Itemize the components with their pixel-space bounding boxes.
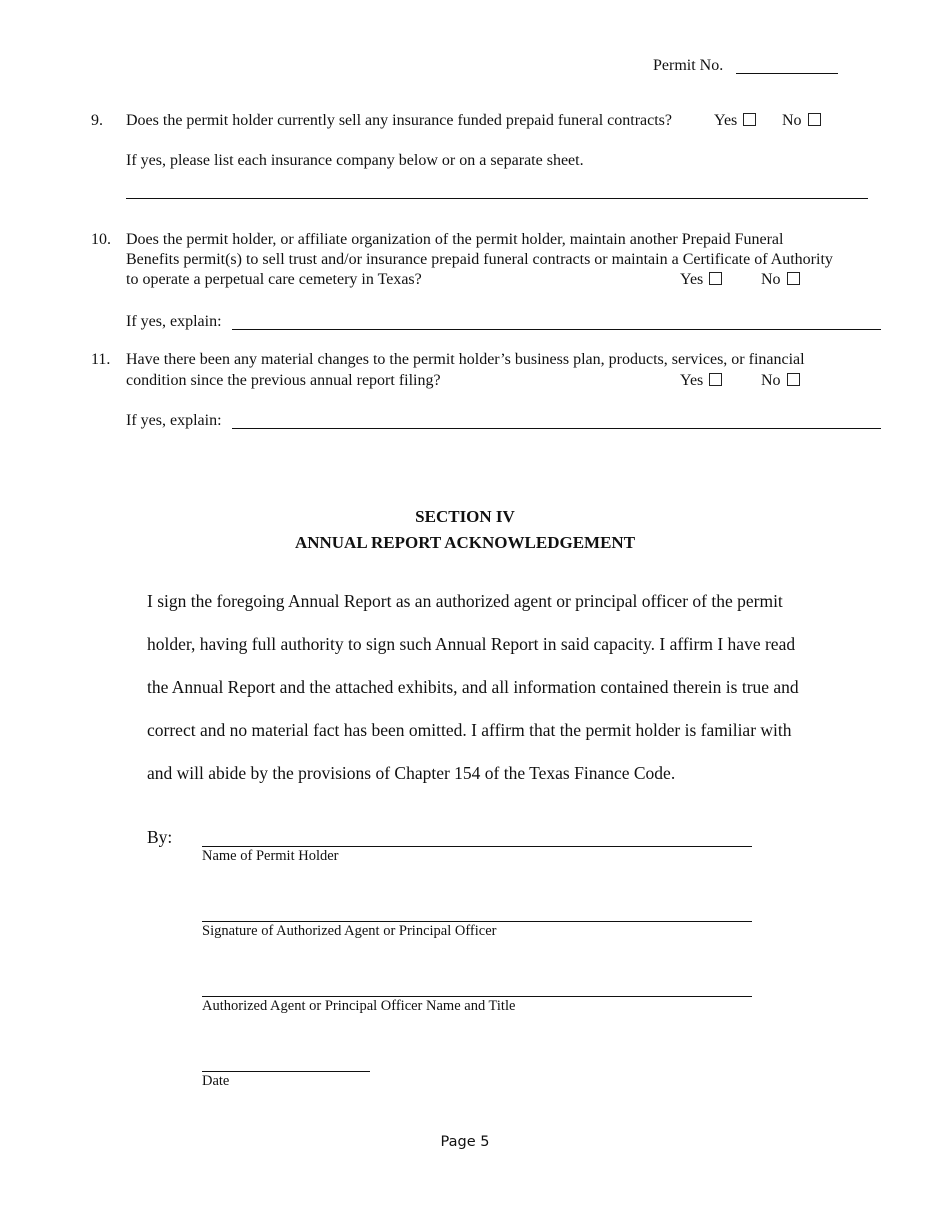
question-10-line-3: to operate a perpetual care cemetery in Texas? (126, 271, 422, 288)
question-11-line-2: condition since the previous annual report filing? (126, 372, 441, 389)
question-11-no-checkbox[interactable] (787, 373, 800, 386)
signature-label: Signature of Authorized Agent or Principal Officer (202, 923, 497, 939)
question-11-yes-checkbox[interactable] (709, 373, 722, 386)
acknowledgement-line-4: correct and no material fact has been omitted. I affirm that the permit holder is familiar with (147, 720, 792, 740)
question-10-no-checkbox[interactable] (787, 272, 800, 285)
question-9-yes-option[interactable] (714, 112, 756, 130)
acknowledgement-line-1: I sign the foregoing Annual Report as an authorized agent or principal officer of the permit (147, 591, 783, 611)
no-label: No (782, 112, 802, 129)
signature-line[interactable] (202, 921, 752, 922)
acknowledgement-line-5: and will abide by the provisions of Chapter 154 of the Texas Finance Code. (147, 763, 676, 783)
page-number: Page 5 (440, 1134, 490, 1150)
question-10-explain-line[interactable] (232, 329, 881, 330)
question-9-number: 9. (91, 112, 103, 129)
no-label: No (761, 372, 781, 389)
date-label: Date (202, 1073, 230, 1089)
by-label: By: (147, 827, 173, 847)
question-9-no-option[interactable] (782, 112, 821, 130)
question-10-line-2: Benefits permit(s) to sell trust and/or insurance prepaid funeral contracts or maintain a Certificate of Authority (126, 251, 833, 268)
permit-holder-name-line[interactable] (202, 846, 752, 847)
agent-name-title-line[interactable] (202, 996, 752, 997)
question-9-followup: If yes, please list each insurance company below or on a separate sheet. (126, 152, 584, 169)
question-10-no-option[interactable] (761, 271, 800, 289)
yes-label: Yes (680, 271, 704, 288)
question-11-number: 11. (91, 351, 111, 368)
section-title: SECTION IV (415, 507, 515, 526)
acknowledgement-line-2: holder, having full authority to sign such Annual Report in said capacity. I affirm I have read (147, 634, 796, 654)
permit-holder-name-label: Name of Permit Holder (202, 848, 339, 864)
question-10-yes-checkbox[interactable] (709, 272, 722, 285)
date-line[interactable] (202, 1071, 370, 1072)
question-11-yes-option[interactable] (680, 372, 722, 390)
question-11-no-option[interactable] (761, 372, 800, 390)
permit-number-field[interactable] (736, 73, 838, 74)
yes-label: Yes (714, 112, 738, 129)
question-10-number: 10. (91, 231, 111, 248)
question-10-line-1: Does the permit holder, or affiliate organization of the permit holder, maintain another Prepaid Funeral (126, 231, 784, 248)
acknowledgement-line-3: the Annual Report and the attached exhibits, and all information contained therein is true and (147, 677, 799, 697)
agent-name-title-label: Authorized Agent or Principal Officer Name and Title (202, 998, 516, 1014)
question-9-answer-line[interactable] (126, 198, 868, 199)
question-9-text: Does the permit holder currently sell any insurance funded prepaid funeral contracts? (126, 112, 673, 129)
permit-number-label: Permit No. (653, 57, 724, 74)
question-9-no-checkbox[interactable] (808, 113, 821, 126)
yes-label: Yes (680, 372, 704, 389)
no-label: No (761, 271, 781, 288)
question-11-explain-line[interactable] (232, 428, 881, 429)
section-subtitle: ANNUAL REPORT ACKNOWLEDGEMENT (294, 533, 636, 552)
question-11-line-1: Have there been any material changes to the permit holder’s business plan, products, services, or financial (126, 351, 805, 368)
question-10-explain-label: If yes, explain: (126, 313, 222, 330)
question-11-explain-label: If yes, explain: (126, 412, 222, 429)
question-10-yes-option[interactable] (680, 271, 722, 289)
question-9-yes-checkbox[interactable] (743, 113, 756, 126)
